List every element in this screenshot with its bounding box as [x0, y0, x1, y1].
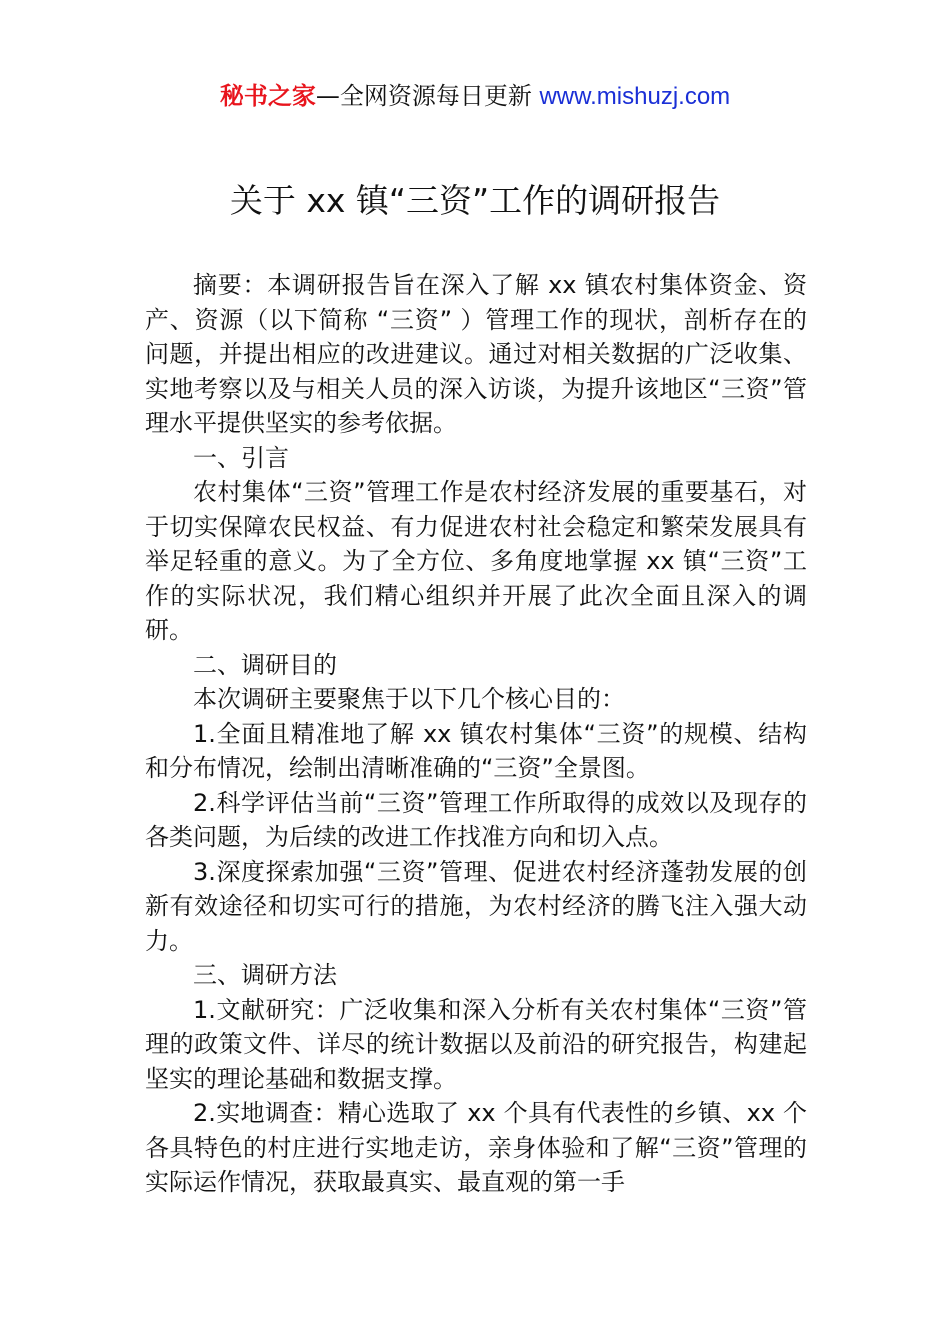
introduction-paragraph: 农村集体“三资”管理工作是农村经济发展的重要基石，对于切实保障农民权益、有力促进农村社会稳定和繁荣发展具有举足轻重的意义。为了全方位、多角度地掌握 xx 镇“三资”工作的实际状况，我们精心组织并开展了此次全面且深入的调研。 — [145, 478, 807, 644]
purpose-item-1: 1.全面且精准地了解 xx 镇农村集体“三资”的规模、结构和分布情况，绘制出清晰准确的“三资”全景图。 — [145, 719, 807, 782]
site-header — [0, 80, 950, 113]
document-title: 关于 xx 镇“三资”工作的调研报告 — [229, 181, 721, 220]
document-body — [145, 268, 807, 1200]
method-item-2: 2.实地调查：精心选取了 xx 个具有代表性的乡镇、xx 个各具特色的村庄进行实地走访，亲身体验和了解“三资”管理的实际运作情况，获取最真实、最直观的第一手 — [145, 1099, 807, 1196]
abstract-paragraph: 摘要：本调研报告旨在深入了解 xx 镇农村集体资金、资产、资源（以下简称 “三资” ）管理工作的现状，剖析存在的问题，并提出相应的改进建议。通过对相关数据的广泛收集、实地考察以及与相关人员的深入访谈，为提升该地区“三资”管理水平提供坚实的参考依据。 — [145, 271, 807, 437]
header-tagline: —全网资源每日更新 — [315, 82, 532, 110]
purpose-item-2: 2.科学评估当前“三资”管理工作所取得的成效以及现存的各类问题，为后续的改进工作找准方向和切入点。 — [145, 788, 807, 851]
site-url-link[interactable]: www.mishuzj.com — [539, 83, 731, 110]
method-item-1: 1.文献研究：广泛收集和深入分析有关农村集体“三资”管理的政策文件、详尽的统计数据以及前沿的研究报告，构建起坚实的理论基础和数据支撑。 — [145, 995, 807, 1093]
section-heading-introduction: 一、引言 — [193, 443, 289, 472]
section-heading-purpose: 二、调研目的 — [193, 650, 337, 679]
purpose-intro-paragraph: 本次调研主要聚焦于以下几个核心目的： — [193, 685, 625, 713]
section-heading-method: 三、调研方法 — [193, 961, 337, 989]
brand-name: 秘书之家 — [219, 82, 316, 110]
purpose-item-3: 3.深度探索加强“三资”管理、促进农村经济蓬勃发展的创新有效途径和切实可行的措施，为农村经济的腾飞注入强大动力。 — [145, 857, 807, 955]
